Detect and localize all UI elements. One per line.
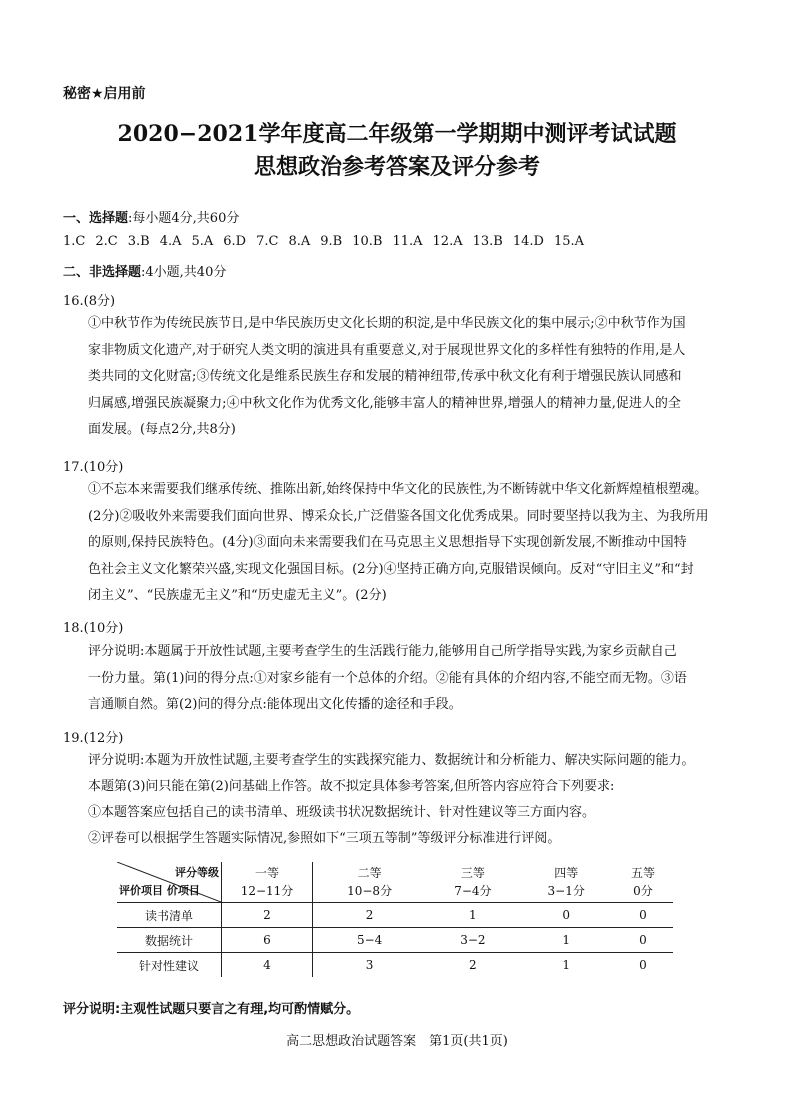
score-cell: 5−4 xyxy=(313,928,427,953)
q18-line: 评分说明:本题属于开放性试题,主要考查学生的生活践行能力,能够用自己所学指导实践,为家乡贡献自己 xyxy=(88,644,677,659)
answer-item: 14.D xyxy=(512,234,544,249)
grade-header xyxy=(520,862,613,903)
q19-label: 19.(12分) xyxy=(63,731,124,746)
answer-item: 10.B xyxy=(352,234,383,249)
q16-line: 类共同的文化财富;③传统文化是维系民族生存和发展的精神纽带,传承中秋文化有利于增强民族认同感和 xyxy=(88,369,682,384)
scoring-note: 评分说明:主观性试题只要言之有理,均可酌情赋分。 xyxy=(63,1002,360,1017)
table-row xyxy=(117,928,673,953)
corner-item-text: 评价项目 xyxy=(119,884,163,897)
grade-name: 五等 xyxy=(630,866,655,880)
q17-line: 色社会主义文化繁荣兴盛,实现文化强国目标。(2分)④坚持正确方向,克服错误倾向。反对“守旧主义”和“封 xyxy=(88,561,694,577)
table-corner-cell xyxy=(117,862,222,903)
page-footer: 高二思想政治试题答案 第1页(共1页) xyxy=(286,1034,508,1049)
grade-name: 四等 xyxy=(554,866,579,880)
grade-range: 0分 xyxy=(633,884,653,898)
score-cell: 6 xyxy=(222,928,313,953)
score-cell: 1 xyxy=(562,958,571,972)
answer-item: 13.B xyxy=(472,234,503,249)
document-subtitle: 思想政治参考答案及评分参考 xyxy=(253,155,540,180)
q19-line: ②评卷可以根据学生答题实际情况,参照如下“三项五等制”等级评分标准进行评阅。 xyxy=(88,831,561,846)
q19-line: 评分说明:本题为开放性试题,主要考查学生的实践探究能力、数据统计和分析能力、解决实际问题的能力。 xyxy=(88,753,695,768)
q17-line: 的原则,保持民族特色。(4分)③面向未来需要我们在马克思主义思想指导下实现创新发展,不断推动中国特 xyxy=(88,535,687,550)
q17-line: 闭主义”、“民族虚无主义”和“历史虚无主义”。(2分) xyxy=(88,588,387,603)
grade-range: 12−11分 xyxy=(240,884,294,898)
q17-label: 17.(10分) xyxy=(63,460,124,475)
answer-item: 12.A xyxy=(432,234,463,249)
table-header-row xyxy=(117,862,673,903)
section1-note: :每小题4分,共60分 xyxy=(128,211,240,226)
confidential-mark: 秘密★启用前 xyxy=(63,86,146,102)
answer-item: 11.A xyxy=(392,234,423,249)
q16-line: 面发展。(每点2分,共8分) xyxy=(88,422,236,437)
q19-line: ①本题答案应包括自己的读书清单、班级读书状况数据统计、针对性建议等三方面内容。 xyxy=(88,805,596,820)
score-cell: 2 xyxy=(222,903,313,928)
row-item: 读书清单 xyxy=(117,903,222,928)
q17-answer xyxy=(88,477,734,610)
answer-item: 7.C xyxy=(256,234,279,249)
score-cell: 3 xyxy=(365,958,374,972)
exam-title: 2020−2021学年度高二年级第一学期期中测评考试试题 xyxy=(117,121,677,147)
q18-line: 言通顺自然。第(2)问的得分点:能体现出文化传播的途径和手段。 xyxy=(88,697,462,712)
row-item: 针对性建议 xyxy=(117,953,222,978)
answer-item: 6.D xyxy=(223,234,247,249)
score-cell: 0 xyxy=(613,903,673,928)
answer-item: 9.B xyxy=(320,234,343,249)
q16-line: 归属感,增强民族凝聚力;④中秋文化作为优秀文化,能够丰富人的精神世界,增强人的精神力量,促进人的全 xyxy=(88,395,681,411)
score-cell: 1 xyxy=(520,928,613,953)
grade-header xyxy=(426,862,519,903)
q17-line: ①不忘本来需要我们继承传统、推陈出新,始终保持中华文化的民族性,为不断铸就中华文化新辉煌植根塑魂。 xyxy=(88,482,708,497)
grading-table xyxy=(117,862,673,977)
corner-item-text-2: 价项目 xyxy=(166,884,200,897)
q16-label: 16.(8分) xyxy=(63,294,116,309)
grade-range: 7−4分 xyxy=(454,884,492,898)
answer-item: 15.A xyxy=(553,234,584,249)
section1-title: 一、选择题 xyxy=(63,211,129,226)
table-row xyxy=(117,953,673,978)
answer-item: 8.A xyxy=(288,234,311,249)
q18-answer xyxy=(88,639,734,719)
q16-line: ①中秋节作为传统民族节日,是中华民族历史文化长期的积淀,是中华民族文化的集中展示;②中秋节作为国 xyxy=(88,316,686,331)
grade-name: 一等 xyxy=(254,866,279,880)
corner-grade-label: 评分等级 xyxy=(175,866,219,879)
q16-line: 家非物质文化遗产,对于研究人类文明的演进具有重要意义,对于展现世界文化的多样性有独特的作用,是人 xyxy=(88,342,686,358)
answer-item: 3.B xyxy=(127,234,150,249)
q18-line: 一份力量。第(1)问的得分点:①对家乡能有一个总体的介绍。②能有具体的介绍内容,不能空而无物。③语 xyxy=(88,670,687,686)
answer-item: 5.A xyxy=(191,234,214,249)
grade-range: 10−8分 xyxy=(347,884,393,898)
answer-item: 2.C xyxy=(95,234,118,249)
q16-answer xyxy=(88,311,734,444)
table-row xyxy=(117,903,673,928)
q19-answer xyxy=(88,748,734,852)
answer-item: 1.C xyxy=(63,234,86,249)
q19-line: 本题第(3)问只能在第(2)问基础上作答。故不拟定具体参考答案,但所答内容应符合下列要求: xyxy=(88,779,615,794)
row-item: 数据统计 xyxy=(117,928,222,953)
grade-name: 二等 xyxy=(357,866,382,880)
answer-item: 4.A xyxy=(159,234,182,249)
grade-range: 3−1分 xyxy=(547,884,585,898)
score-cell: 0 xyxy=(613,928,673,953)
section2-note: :4小题,共40分 xyxy=(141,265,227,280)
section2-title: 二、非选择题 xyxy=(63,265,142,280)
q18-label: 18.(10分) xyxy=(63,621,124,636)
score-cell: 2 xyxy=(469,958,477,972)
score-cell: 1 xyxy=(426,903,519,928)
score-cell: 2 xyxy=(313,903,427,928)
grade-header xyxy=(313,862,427,903)
score-cell: 0 xyxy=(639,958,647,972)
corner-item-label xyxy=(119,882,200,900)
grade-header xyxy=(613,862,673,903)
section1-heading xyxy=(63,207,239,226)
q17-line: (2分)②吸收外来需要我们面向世界、博采众长,广泛借鉴各国文化优秀成果。同时要坚持以我为主、为我所用 xyxy=(88,508,709,524)
score-cell: 0 xyxy=(520,903,613,928)
section2-heading xyxy=(63,261,226,280)
choice-answers xyxy=(63,234,594,249)
score-cell: 4 xyxy=(222,953,313,978)
grade-header xyxy=(222,862,313,903)
grade-name: 三等 xyxy=(460,866,485,880)
score-cell: 3−2 xyxy=(426,928,519,953)
